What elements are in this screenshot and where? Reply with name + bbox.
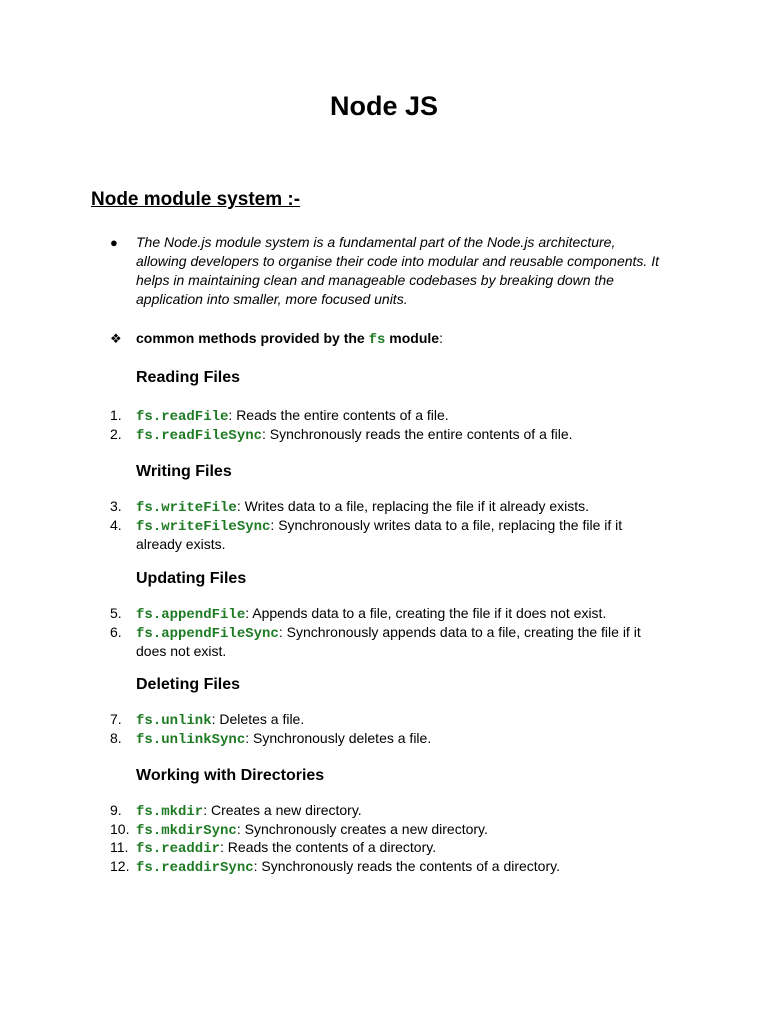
method-description: : Reads the contents of a directory. <box>220 839 437 855</box>
subheading-working-with-directories: Working with Directories <box>136 767 325 784</box>
page-title: Node JS <box>329 91 439 121</box>
list-item-body <box>136 711 670 730</box>
list-item-body <box>136 821 670 840</box>
subheading-updating-files: Updating Files <box>136 570 247 587</box>
methods-suffix: module <box>385 330 440 346</box>
list-item-body <box>136 730 670 749</box>
list-number: 1. <box>110 407 122 423</box>
intro-text: The Node.js module system is a fundamental part of the Node.js architecture, allowing developers to organise their code into modular and reusable components. It helps in maintaining clean and manageable codebases by breaking down the application into smaller, more focused units. <box>136 234 659 307</box>
methods-intro-text <box>136 329 443 350</box>
list-item-body <box>136 498 670 517</box>
subheading-deleting-files: Deleting Files <box>136 676 241 693</box>
method-description: : Creates a new directory. <box>203 802 362 818</box>
method-description: : Synchronously writes data to a file, replacing the file if it already exists. <box>136 517 623 552</box>
methods-code-fs: fs <box>368 332 386 348</box>
method-name: fs.appendFileSync <box>136 626 279 642</box>
method-name: fs.writeFile <box>136 500 237 516</box>
list-number: 4. <box>110 517 122 533</box>
method-description: : Synchronously creates a new directory. <box>236 821 488 837</box>
list-item-body <box>136 858 670 877</box>
list-number: 10. <box>110 821 130 837</box>
method-description: : Synchronously appends data to a file, creating the file if it does not exist. <box>136 624 641 659</box>
diamond-bullet-icon: ❖ <box>110 331 122 346</box>
list-item-body <box>136 605 670 624</box>
list-item-body <box>136 517 670 553</box>
method-description: : Synchronously reads the entire contents of a file. <box>262 426 573 442</box>
method-description: : Synchronously deletes a file. <box>245 730 432 746</box>
list-number: 7. <box>110 711 122 727</box>
method-name: fs.mkdir <box>136 804 204 820</box>
list-number: 12. <box>110 858 130 874</box>
bullet-dot-icon: ● <box>110 235 118 250</box>
method-description: : Reads the entire contents of a file. <box>228 407 449 423</box>
method-name: fs.readdirSync <box>136 860 254 876</box>
list-item-body <box>136 407 670 426</box>
section-heading: Node module system :- <box>91 189 301 210</box>
list-number: 11. <box>110 839 129 855</box>
methods-prefix: common methods provided by the <box>136 330 369 346</box>
list-number: 9. <box>110 802 122 818</box>
method-description: : Deletes a file. <box>211 711 305 727</box>
method-name: fs.readdir <box>136 841 221 857</box>
list-number: 3. <box>110 498 122 514</box>
method-name: fs.unlinkSync <box>136 732 246 748</box>
list-item-body <box>136 839 670 858</box>
list-item-body <box>136 624 670 660</box>
list-number: 8. <box>110 730 122 746</box>
method-description: : Synchronously reads the contents of a directory. <box>253 858 560 874</box>
method-name: fs.writeFileSync <box>136 519 271 535</box>
list-item-body <box>136 426 670 445</box>
method-name: fs.readFileSync <box>136 428 263 444</box>
list-number: 6. <box>110 624 122 640</box>
list-number: 5. <box>110 605 122 621</box>
method-description: : Writes data to a file, replacing the file if it already exists. <box>236 498 590 514</box>
method-description: : Appends data to a file, creating the file if it does not exist. <box>245 605 607 621</box>
method-name: fs.appendFile <box>136 607 246 623</box>
subheading-writing-files: Writing Files <box>136 463 232 480</box>
method-name: fs.mkdirSync <box>136 823 237 839</box>
method-name: fs.unlink <box>136 713 212 729</box>
methods-colon: : <box>439 330 443 346</box>
list-number: 2. <box>110 426 122 442</box>
list-item-body <box>136 802 670 821</box>
subheading-reading-files: Reading Files <box>136 369 241 386</box>
method-name: fs.readFile <box>136 409 229 425</box>
